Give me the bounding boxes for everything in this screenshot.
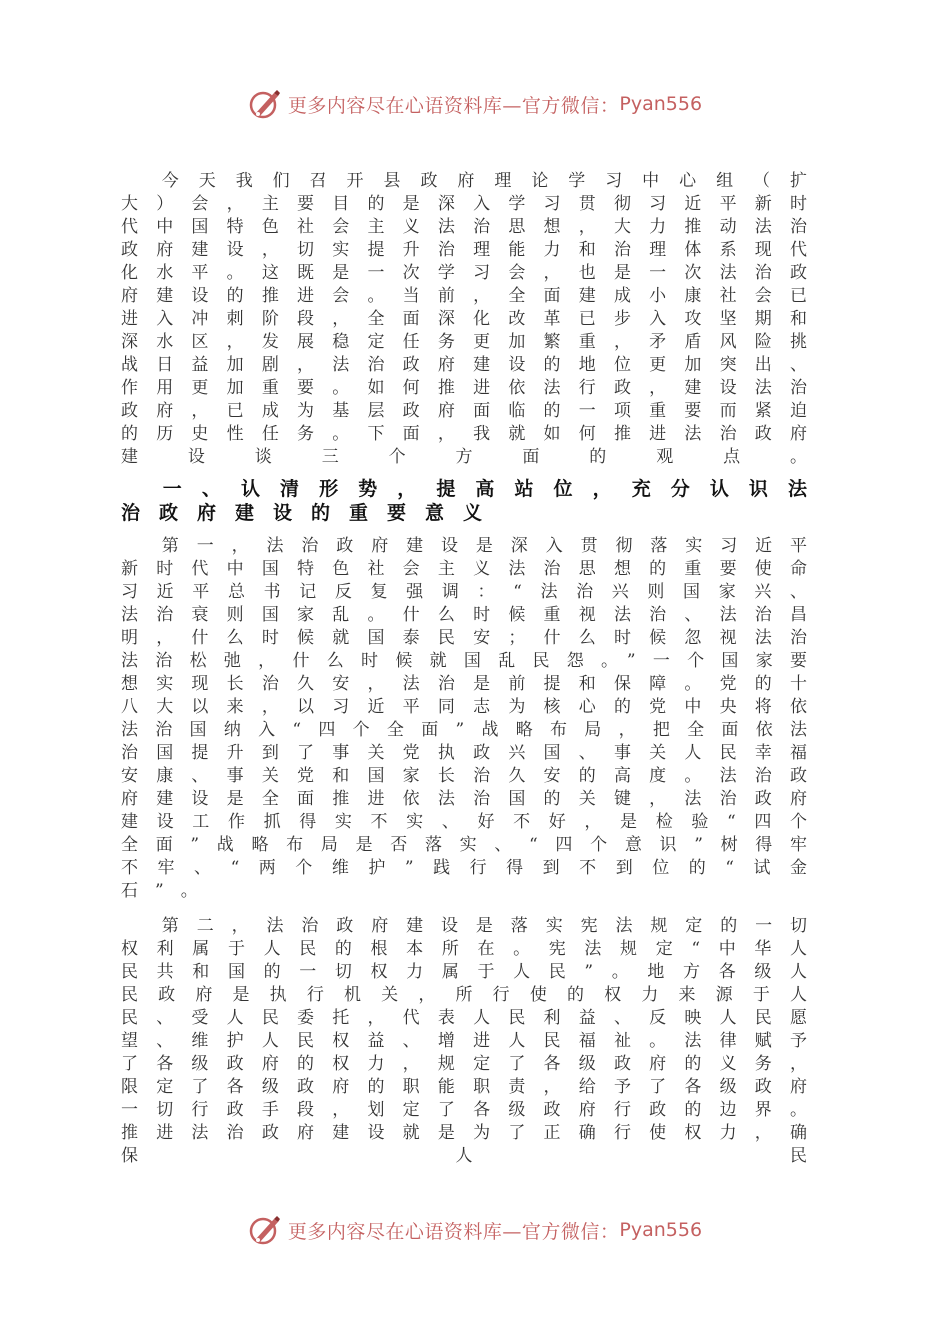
section-heading-1: 一、认清形势，提高站位，充分认识法治政府建设的重要意义 xyxy=(121,478,826,524)
document-body xyxy=(121,170,826,1168)
paragraph-first-point: 第一，法治政府建设是深入贯彻落实习近平新时代中国特色社会主义法治思想的重要使命习近平总书记反复强调：“法治兴则国家兴、法治衰则国家乱。什么时候重视法治、法治昌明，什么时候就国泰民安；什么时候忽视法治法治松弛，什么时候就国乱民怨。”一个国家要想实现长治久安，法治是前提和保障。党的十八大以来，以习近平同志为核心的党中央将依法治国纳入“四个全面”战略布局，把全面依法治国提升到了事关党执政兴国、事关人民幸福安康、事关党和国家长治久安的高度。法治政府建设是全面推进依法治国的关键，法治政府建设工作抓得实不实、好不好，是检验“四个全面”战略布局是否落实、“四个意识”树得牢不牢、“两个维护”践行得到不到位的“试金石”。 xyxy=(121,536,824,901)
footer-watermark xyxy=(0,1208,950,1252)
pen-logo-icon xyxy=(248,87,282,121)
pen-logo-icon xyxy=(248,1213,282,1247)
intro-paragraph: 今天我们召开县政府理论学习中心组（扩大）会，主要目的是深入学习贯彻习近平新时代中国特色社会主义法治思想，大力推动法治政府建设，切实提升治理能力和治理体系现代化水平。这既是一次学习会，也是一次法治政府建设的推进会。当前，全面建成小康社会已进入冲刺阶段，全面深化改革已步入攻坚期和深水区，发展稳定任务更加繁重，矛盾风险挑战日益加剧，法治政府建设的地位更加突出、作用更加重要。如何推进依法行政，建设法治政府，已成为基层政府面临的一项重要而紧迫的历史性任务。下面，我就如何推进法治政府建设谈三个方面的观点。 xyxy=(121,171,824,467)
header-watermark-wechat: Pyan556 xyxy=(619,93,703,115)
header-watermark-text: 更多内容尽在心语资料库—官方微信： xyxy=(287,94,620,117)
header-watermark xyxy=(0,82,950,126)
footer-watermark-wechat: Pyan556 xyxy=(619,1219,703,1241)
paragraph-second-point: 第二，法治政府建设是落实宪法规定的一切权利属于人民的根本所在。宪法规定“中华人民共和国的一切权力属于人民”。地方各级人民政府是执行机关，所行使的权力来源于人民、受人民委托，代表人民利益、反映人民愿望、维护人民权益、增进人民福祉。法律赋予了各级政府的权力，规定了各级政府的义务，限定了各级政府的职能职责，给予了各级政府一切行政手段，划定了各级政府行政的边界。推进法治政府建设就是为了正确行使权力，确保人民 xyxy=(121,916,824,1166)
footer-watermark-text: 更多内容尽在心语资料库—官方微信： xyxy=(287,1220,620,1243)
